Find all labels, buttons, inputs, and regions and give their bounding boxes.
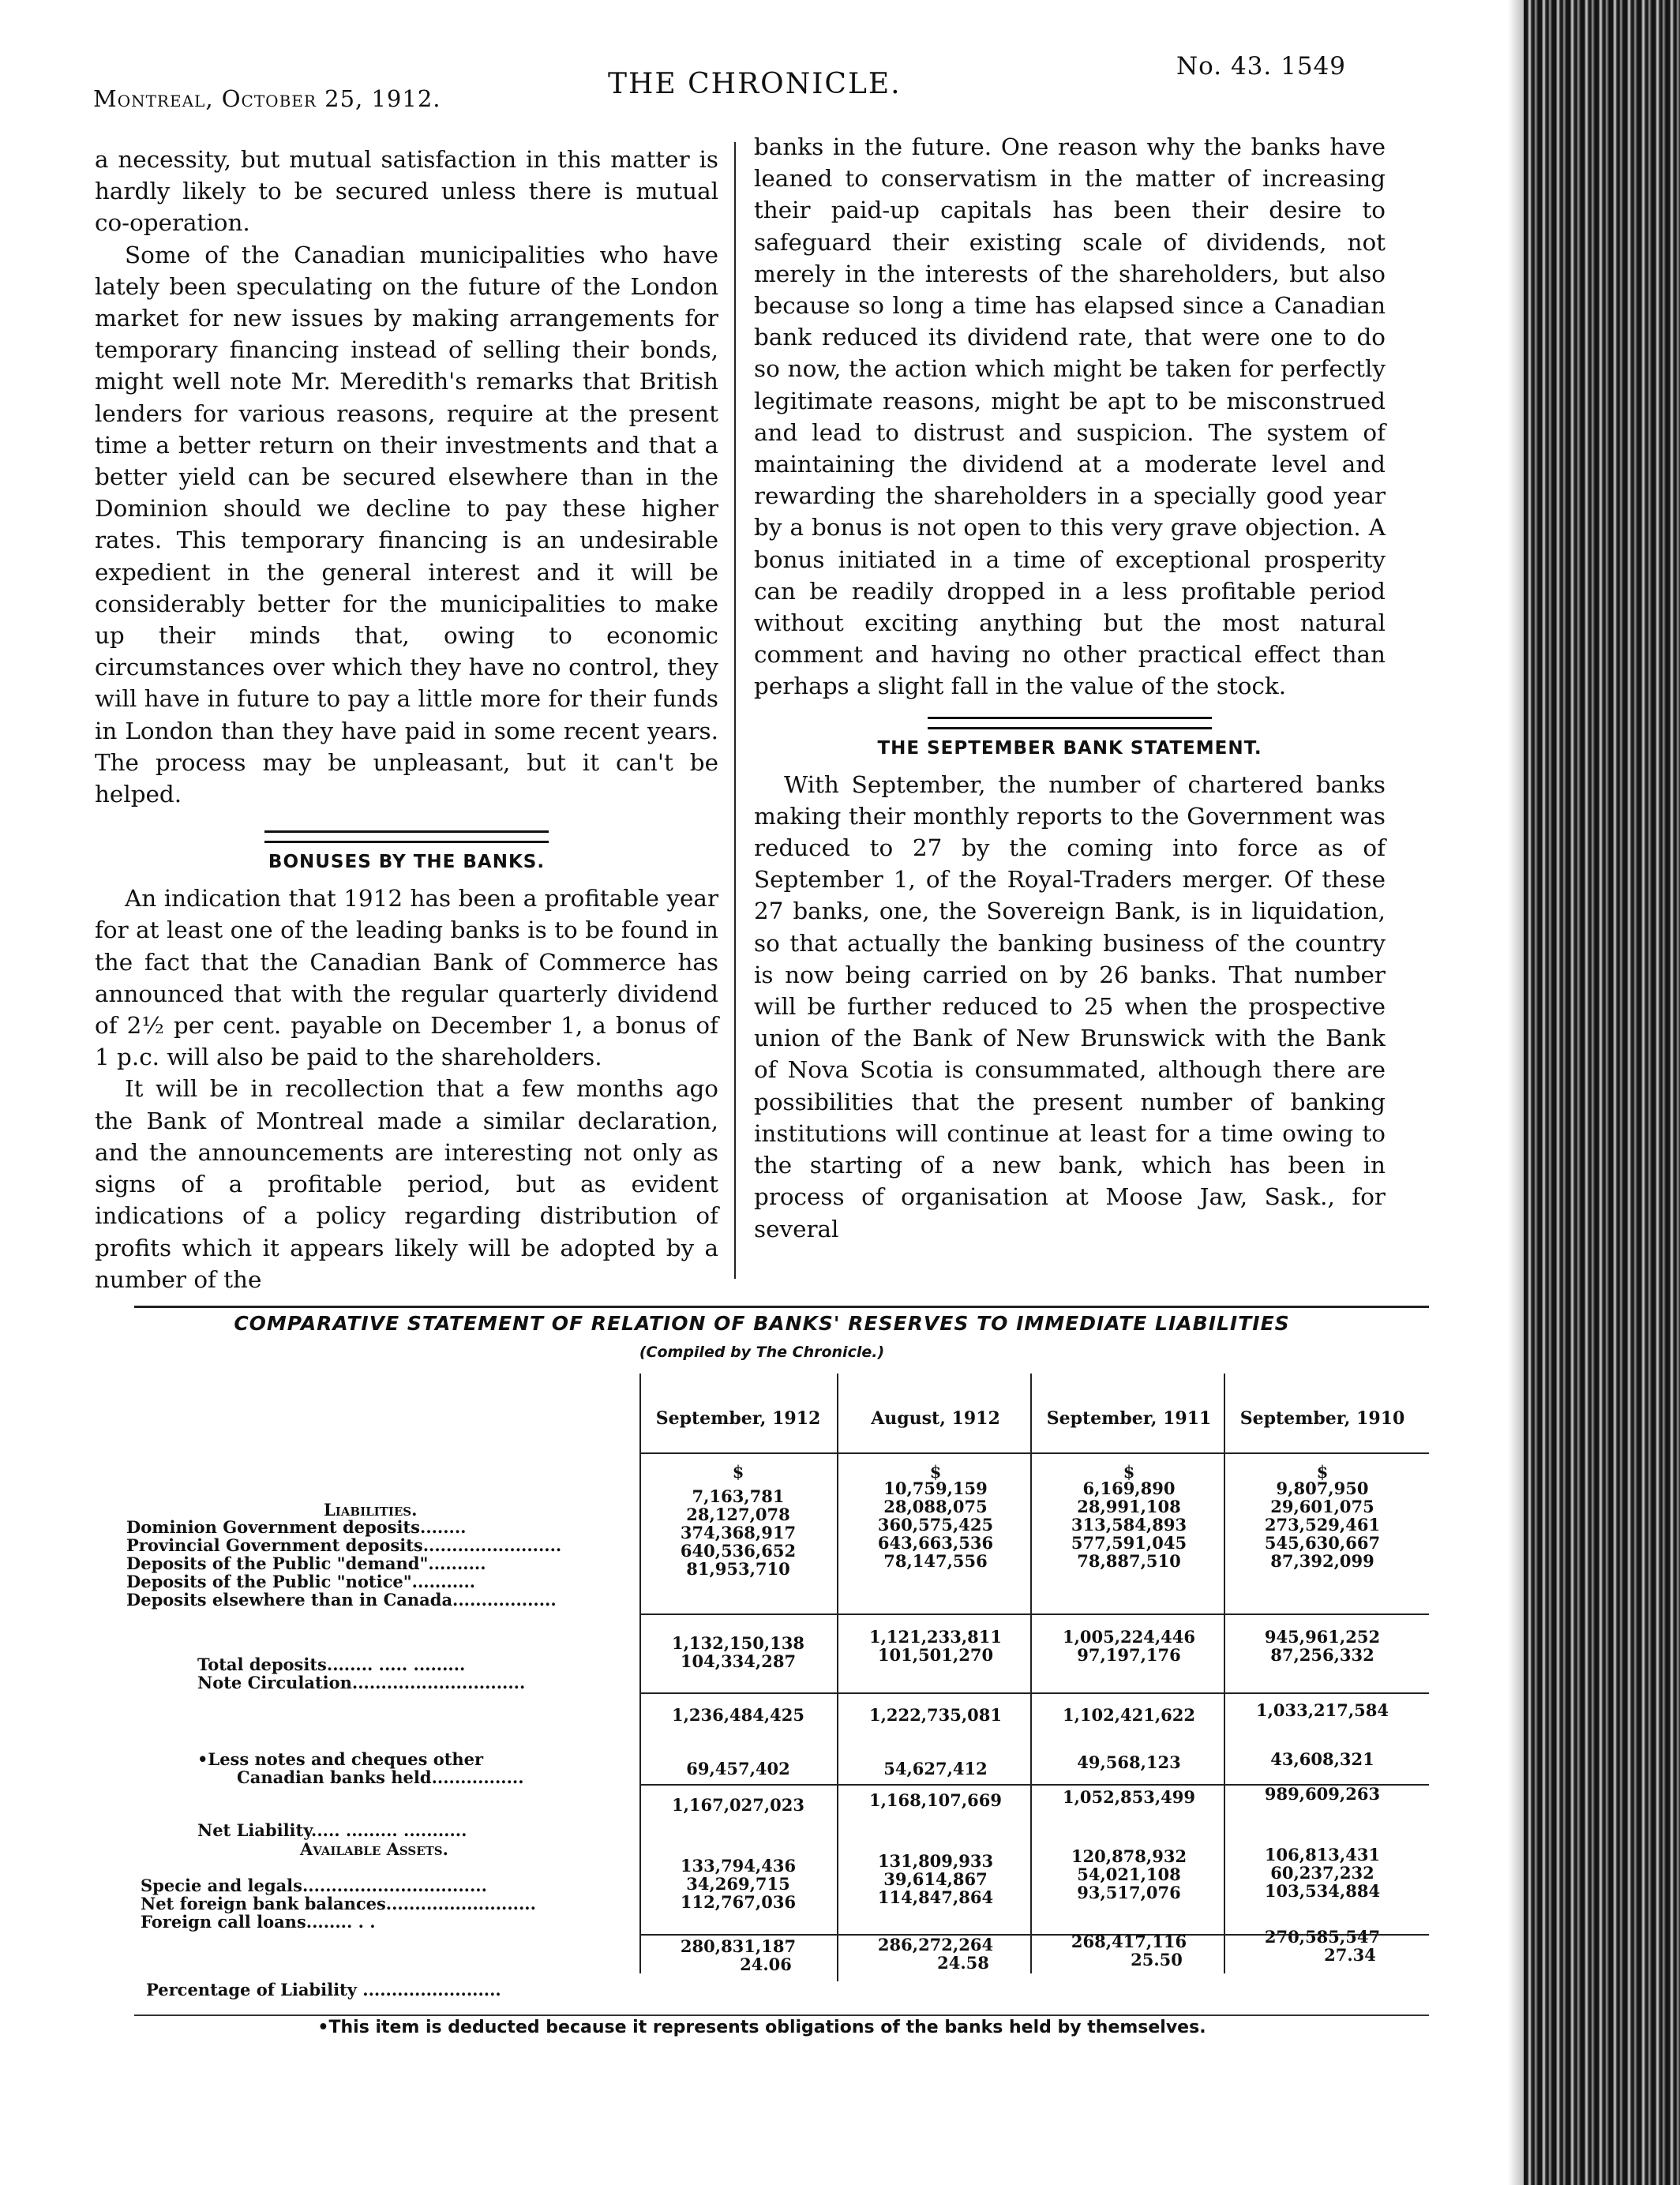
paragraph: Some of the Canadian municipalities who have lately been speculating on the future of the London market for new issues by making arrangements for temporary financing instead of selling their bonds, might well note Mr. Meredith's remarks that British lenders for various reasons, require at the present time a better return on their investments and that a better yield can be secured elsewhere than in the Dominion should we decline to pay these higher rates. This temporary financing is an undesirable expedient in the general interest and it will be considerably better for the municipalities to make up their minds that, owing to economic circumstances over which they have no control, they will have in future to pay a little more for their funds in London than they have paid in some recent years. The process may be unpleasant, but it can't be helped.: [95, 241, 718, 808]
table-cell: 1,052,853,499: [1062, 1787, 1196, 1807]
page-header: [0, 52, 1524, 123]
paragraph: banks in the future. One reason why the banks have leaned to conservatism in the matter of increasing their paid-up capitals has been their desire to safeguard their existing scale of dividends, not merely in the interests of the shareholders, but also because so long a time has elapsed since a Canadian bank reduced its dividend rate, that were one to do so now, the action which might be taken for perfectly legitimate reasons, might be apt to be misconstrued and lead to distrust and suspicion. The system of maintaining the dividend at a moderate level and rewarding the shareholders in a specially good year by a bonus is not open to this very grave objection. A bonus initiated in a time of exceptional prosperity can be readily dropped in a less profitable period without exciting anything but the most natural comment and having no other practical effect than perhaps a slight fall in the value of the stock.: [754, 133, 1386, 700]
row-label: Provincial Government deposits........................: [126, 1535, 562, 1555]
book-page-edges: [1524, 0, 1680, 2185]
row-label: Canadian banks held................: [237, 1767, 524, 1787]
column-divider: [734, 142, 736, 1279]
table-cell: 34,269,715: [686, 1874, 790, 1894]
table-cell: 374,368,917: [680, 1523, 797, 1542]
table-cell: 39,614,867: [883, 1869, 988, 1889]
publication-title: THE CHRONICLE.: [608, 68, 902, 100]
table-cell: 9,807,950: [1276, 1479, 1369, 1498]
table-cell-group: [845, 1852, 1026, 1906]
table-cell: 7,163,781: [692, 1486, 785, 1506]
table-cell: 103,534,884: [1264, 1881, 1381, 1901]
table-cell-group: [845, 1628, 1026, 1664]
currency-symbol: $: [929, 1462, 942, 1482]
table-cell: 104,334,287: [680, 1651, 797, 1671]
table-cell: 93,517,076: [1077, 1883, 1181, 1902]
table-cell: 10,759,159: [883, 1479, 988, 1498]
table-cell-group: [1232, 1628, 1413, 1664]
section-heading: BONUSES BY THE BANKS.: [268, 852, 546, 873]
table-cell-group: [1038, 1847, 1220, 1902]
table-cell: 640,536,652: [680, 1541, 797, 1561]
table-cell: 360,575,425: [877, 1515, 994, 1535]
table-cell: 78,147,556: [883, 1551, 988, 1571]
table-column-rule: [1224, 1374, 1225, 1973]
table-cell: 24.58: [937, 1953, 989, 1973]
table-cell: 1,033,217,584: [1255, 1700, 1389, 1720]
table-cell: 1,168,107,669: [868, 1790, 1003, 1810]
table-cell-group: [647, 1634, 829, 1670]
subtotal-rule: [639, 1613, 1429, 1615]
table-cell-group: [845, 1936, 1026, 1972]
table-cell-group: [647, 1487, 829, 1578]
table-footnote: •This item is deducted because it represents obligations of the banks held by themselves.: [317, 2018, 1206, 2037]
table-cell: 577,591,045: [1071, 1533, 1187, 1553]
double-rule: [264, 830, 549, 843]
table-cell: 1,236,484,425: [671, 1705, 805, 1725]
table-cell: 101,501,270: [877, 1645, 994, 1665]
section-divider: [95, 830, 718, 843]
table-cell: 28,991,108: [1077, 1497, 1181, 1516]
table-cell: 989,609,263: [1264, 1784, 1381, 1804]
table-cell: 1,167,027,023: [671, 1795, 805, 1815]
table-cell: 81,953,710: [686, 1559, 790, 1579]
table-cell: 97,197,176: [1077, 1645, 1181, 1665]
table-cell: 27.34: [1324, 1945, 1376, 1965]
table-cell-group: [1038, 1932, 1220, 1969]
column-header: August, 1912: [871, 1408, 1000, 1429]
table-cell: 106,813,431: [1264, 1845, 1381, 1865]
table-cell: 313,584,893: [1071, 1515, 1187, 1535]
row-label: Deposits of the Public "demand"..........: [126, 1553, 486, 1573]
table-column-rule: [639, 1374, 641, 1973]
row-label: Note Circulation..............................: [197, 1673, 526, 1692]
row-label: Dominion Government deposits........: [126, 1517, 467, 1537]
column-header: September, 1912: [655, 1408, 821, 1429]
row-label: Deposits of the Public "notice"...........: [126, 1572, 476, 1591]
table-cell: 78,887,510: [1077, 1551, 1181, 1571]
table-subtitle: (Compiled by The Chronicle.): [639, 1344, 885, 1361]
table-cell: 112,767,036: [680, 1892, 797, 1912]
double-rule: [928, 717, 1212, 729]
table-cell: 6,169,890: [1082, 1479, 1176, 1498]
table-cell: 286,272,264: [877, 1935, 994, 1955]
paragraph: It will be in recollection that a few months ago the Bank of Montreal made a similar declaration, and the announcements are interesting not only as signs of a profitable period, but as evident indications of a policy regarding distribution of profits which it appears likely will be adopted by a number of the: [95, 1075, 718, 1293]
row-label: Net Liability..... ......... ...........: [197, 1820, 467, 1840]
currency-symbol: $: [732, 1462, 744, 1482]
table-cell-group: [1232, 1479, 1413, 1570]
table-cell: 545,630,667: [1264, 1533, 1381, 1553]
table-cell: 43,608,321: [1270, 1749, 1374, 1769]
section-label: Liabilities.: [324, 1500, 418, 1520]
currency-symbol: $: [1123, 1462, 1135, 1482]
table-cell: 29,601,075: [1270, 1497, 1374, 1516]
paragraph: An indication that 1912 has been a profitable year for at least one of the leading banks is to be found in the fact that the Canadian Bank of Commerce has announced that with the regular quarterly dividend of 2½ per cent. payable on December 1, a bonus of 1 p.c. will also be paid to the shareholders.: [95, 885, 718, 1071]
table-cell: 133,794,436: [680, 1856, 797, 1876]
section-divider: [754, 717, 1386, 729]
table-cell: 945,961,252: [1264, 1627, 1381, 1647]
column-header: September, 1910: [1239, 1408, 1405, 1429]
table-cell-group: [1232, 1928, 1413, 1964]
row-label: •Less notes and cheques other: [197, 1749, 484, 1769]
table-cell: 131,809,933: [877, 1851, 994, 1871]
currency-symbol: $: [1316, 1462, 1329, 1482]
section-label: Available Assets.: [300, 1839, 448, 1859]
table-cell: 273,529,461: [1264, 1515, 1381, 1535]
row-label: Total deposits........ ..... .........: [197, 1655, 466, 1674]
table-cell: 87,392,099: [1270, 1551, 1374, 1571]
row-label: Specie and legals................................: [141, 1876, 487, 1895]
table-cell-group: [1038, 1479, 1220, 1570]
right-column: [754, 131, 1386, 1245]
table-cell: 69,457,402: [686, 1759, 790, 1778]
table-cell: 60,237,232: [1270, 1863, 1374, 1883]
table-cell: 1,222,735,081: [868, 1705, 1003, 1725]
table-cell: 49,568,123: [1077, 1752, 1181, 1772]
bank-reserves-table: [118, 1374, 1437, 2005]
table-cell-group: [1038, 1628, 1220, 1664]
table-cell: 280,831,187: [680, 1936, 797, 1956]
footnote-rule: [134, 2014, 1429, 2016]
table-cell: 87,256,332: [1270, 1645, 1374, 1665]
left-column: [95, 144, 718, 1295]
paragraph: a necessity, but mutual satisfaction in this matter is hardly likely to be secured unless there is mutual co-operation.: [95, 146, 718, 237]
table-cell: 270,585,547: [1264, 1927, 1381, 1947]
table-cell-group: [647, 1937, 829, 1973]
subtotal-rule: [639, 1692, 1429, 1694]
table-cell: 54,627,412: [883, 1759, 988, 1778]
table-cell-group: [1232, 1846, 1413, 1900]
row-label: Foreign call loans........ . .: [141, 1912, 376, 1932]
issue-date: Montreal, October 25, 1912.: [93, 85, 441, 112]
row-label: Percentage of Liability ........................: [146, 1980, 501, 1999]
table-cell: 643,663,536: [877, 1533, 994, 1553]
table-top-rule: [134, 1306, 1429, 1308]
row-label: Net foreign bank balances..........................: [141, 1894, 536, 1913]
issue-page-number: No. 43. 1549: [1176, 52, 1346, 81]
table-cell: 1,132,150,138: [671, 1633, 805, 1653]
table-cell: 24.06: [740, 1955, 792, 1974]
table-cell: 1,102,421,622: [1062, 1705, 1196, 1725]
table-cell-group: [845, 1479, 1026, 1570]
table-column-rule: [837, 1374, 838, 1981]
table-cell: 54,021,108: [1077, 1865, 1181, 1884]
table-cell: 268,417,116: [1071, 1932, 1187, 1951]
table-cell: 1,005,224,446: [1062, 1627, 1196, 1647]
table-cell-group: [647, 1857, 829, 1911]
paragraph: With September, the number of chartered banks making their monthly reports to the Government was reduced to 27 by the coming into force as of September 1, of the Royal-Traders merger. Of these 27 banks, one, the Sovereign Bank, is in liquidation, so that actually the banking business of the country is now being carried on by 26 banks. That number will be further reduced to 25 when the prospective union of the Bank of New Brunswick with the Bank of Nova Scotia is consummated, although there are possibilities that the present number of banking institutions will continue at least for a time owing to the starting of a new bank, which has been in process of organisation at Moose Jaw, Sask., for several: [754, 770, 1386, 1242]
column-header: September, 1911: [1046, 1408, 1212, 1429]
section-heading: THE SEPTEMBER BANK STATEMENT.: [877, 737, 1262, 759]
table-cell: 28,088,075: [883, 1497, 988, 1516]
table-cell: 120,878,932: [1071, 1846, 1187, 1866]
table-cell: 28,127,078: [686, 1505, 790, 1524]
table-cell: 114,847,864: [877, 1887, 994, 1907]
table-column-rule: [1030, 1374, 1032, 1973]
table-header-rule: [639, 1452, 1429, 1454]
table-title: COMPARATIVE STATEMENT OF RELATION OF BANKS' RESERVES TO IMMEDIATE LIABILITIES: [234, 1312, 1290, 1335]
table-cell: 1,121,233,811: [868, 1627, 1003, 1647]
row-label: Deposits elsewhere than in Canada..................: [126, 1590, 557, 1610]
table-cell: 25.50: [1131, 1950, 1183, 1969]
